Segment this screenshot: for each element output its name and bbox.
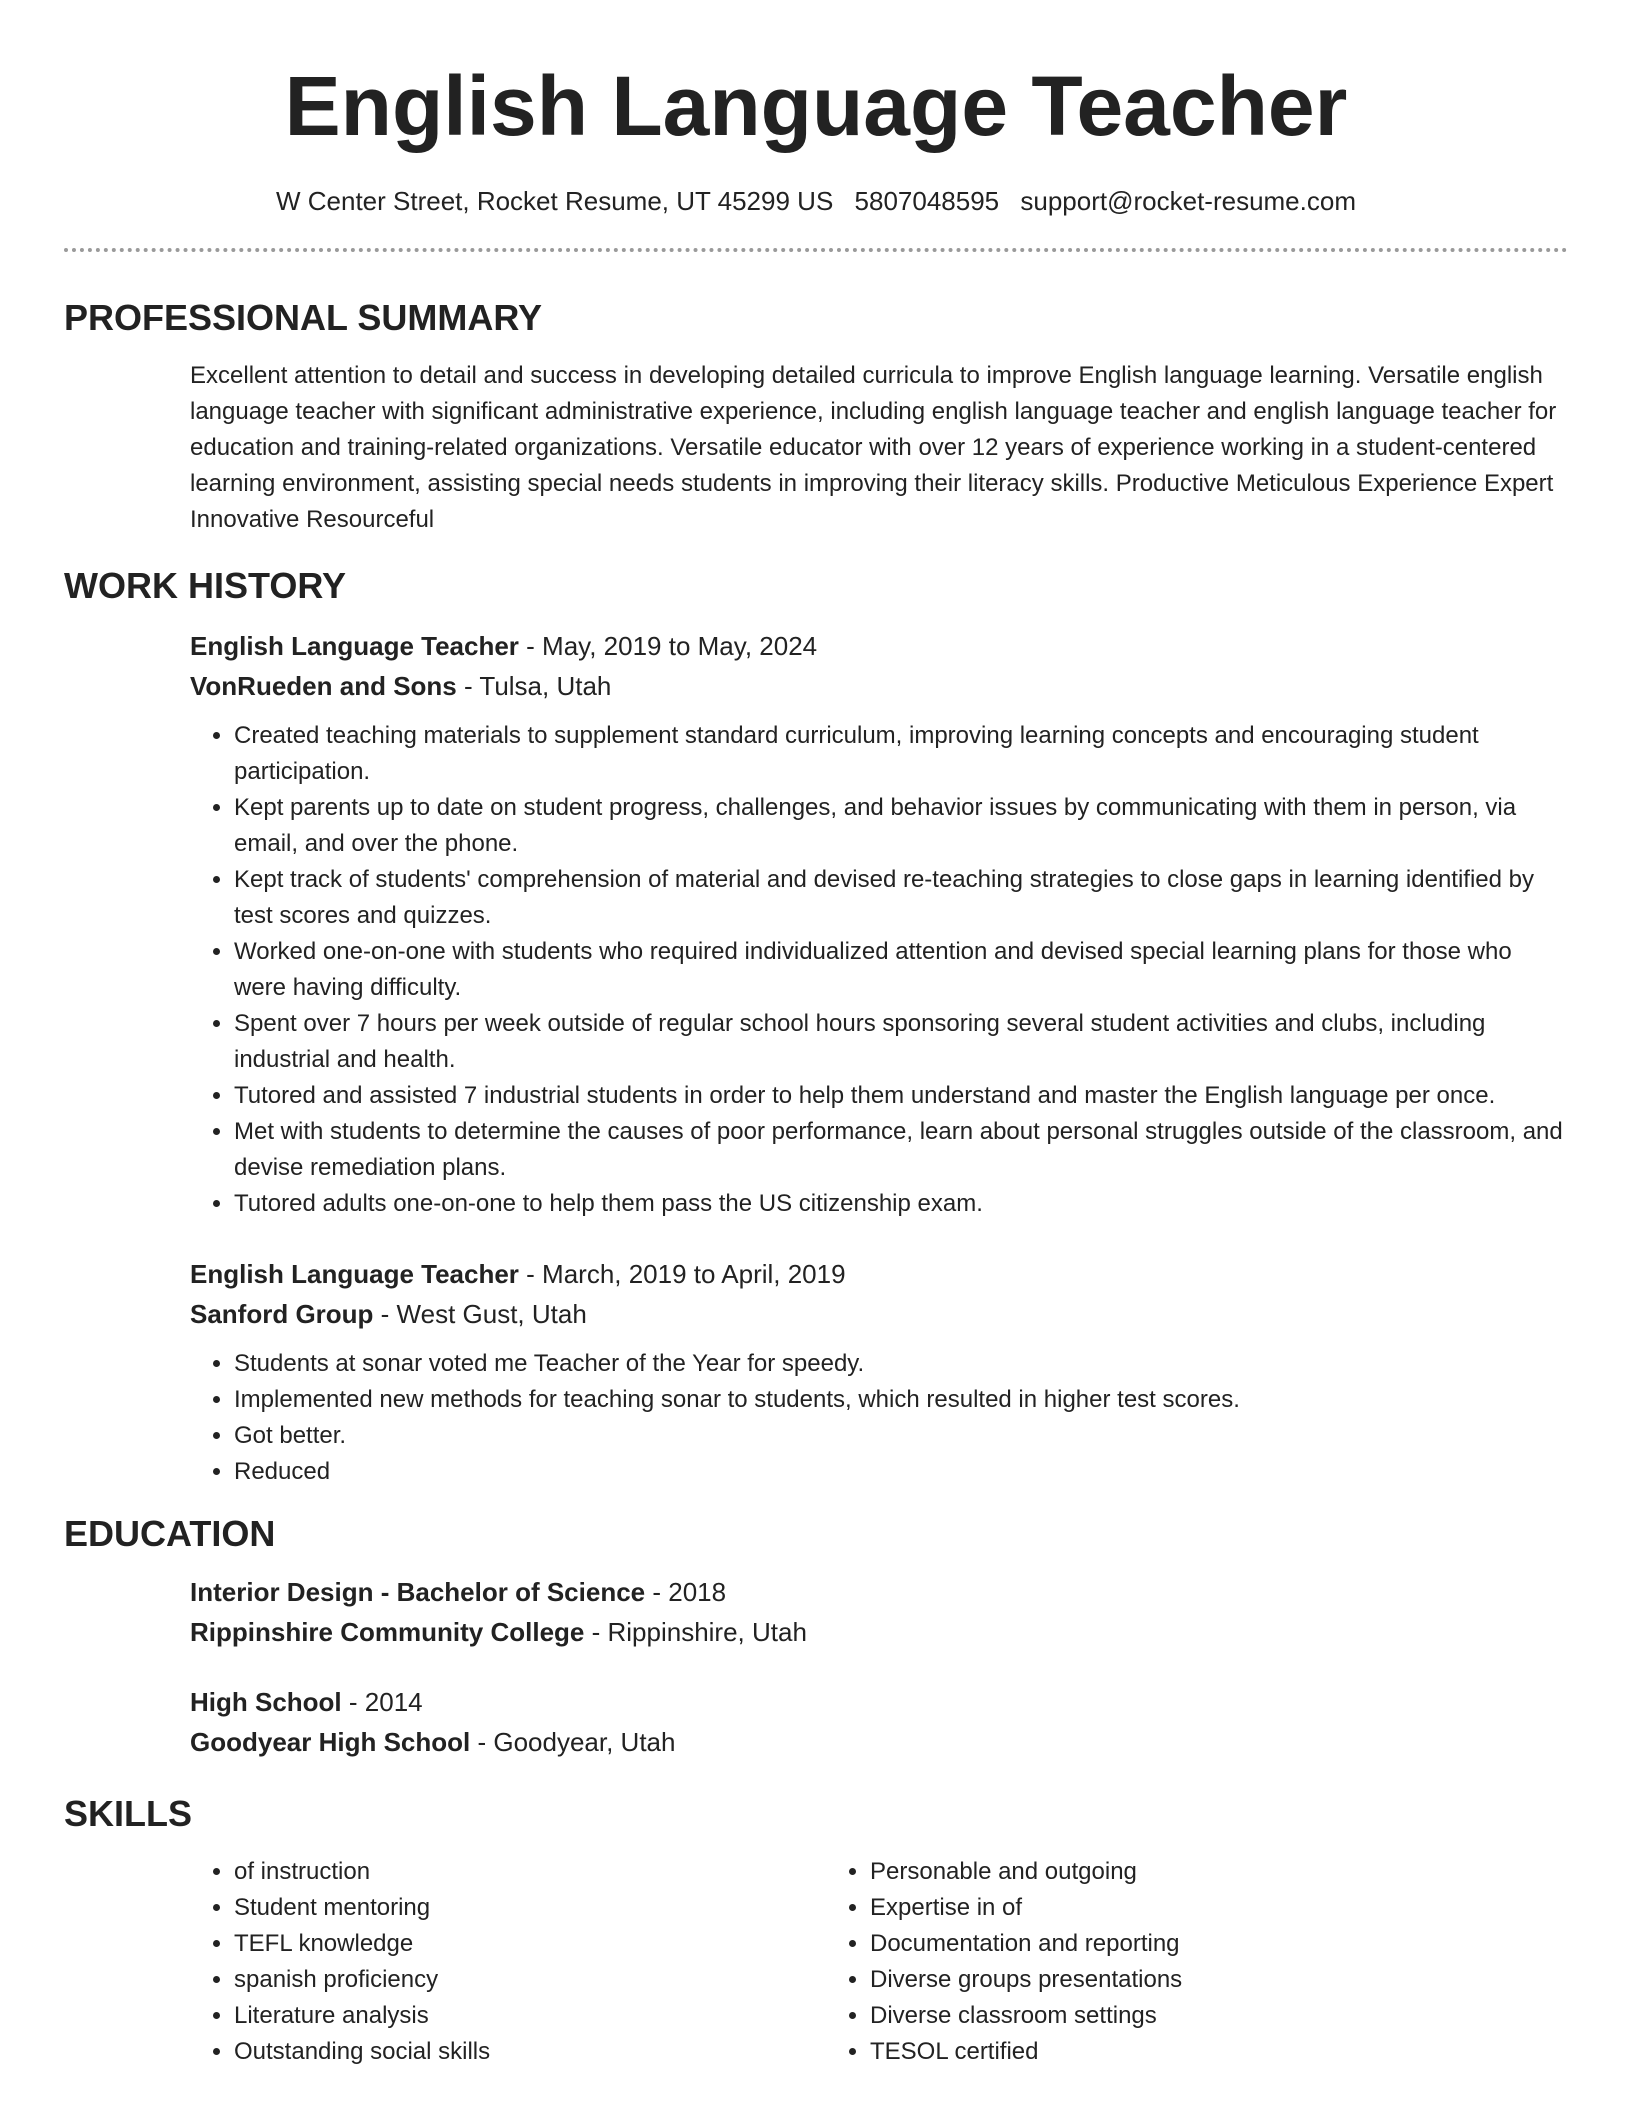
job-bullet: • Worked one-on-one with students who required individualized attention and devised special learning plans for those who were having difficulty. — [234, 934, 1568, 1006]
job-bullet: • Students at sonar voted me Teacher of the Year for speedy. — [234, 1346, 1568, 1382]
header-divider — [64, 248, 1568, 252]
school-location: - Goodyear, Utah — [470, 1727, 676, 1757]
job-location: - Tulsa, Utah — [456, 671, 612, 701]
contact-address: W Center Street, Rocket Resume, UT 45299 US — [275, 186, 834, 216]
job-location: - West Gust, Utah — [373, 1299, 587, 1329]
skill-item: • TESOL certified — [870, 2034, 1466, 2070]
resume-name: English Language Teacher — [284, 59, 1348, 153]
degree-line — [190, 1572, 1568, 1612]
school-location: - Rippinshire, Utah — [584, 1617, 807, 1647]
skill-item: • Personable and outgoing — [870, 1854, 1466, 1890]
skills-columns — [190, 1854, 1568, 2070]
skill-item: • TEFL knowledge — [234, 1926, 826, 1962]
skills-heading: SKILLS — [64, 1793, 193, 1834]
education-heading: EDUCATION — [64, 1513, 276, 1554]
contact-email: support@rocket-resume.com — [1020, 186, 1356, 216]
summary-heading: PROFESSIONAL SUMMARY — [64, 297, 543, 338]
contact-phone: 5807048595 — [854, 186, 1000, 216]
job-title-line — [190, 626, 1568, 666]
education-entry — [190, 1572, 1568, 1652]
school-line — [190, 1722, 1568, 1762]
job-bullet: • Implemented new methods for teaching sonar to students, which resulted in higher test scores. — [234, 1382, 1568, 1418]
education-section — [64, 1512, 1568, 1762]
skill-item: • spanish proficiency — [234, 1962, 826, 1998]
degree: High School — [190, 1687, 342, 1717]
job-bullet: • Tutored and assisted 7 industrial students in order to help them understand and master the English language per once. — [234, 1078, 1568, 1114]
job-entry — [190, 1254, 1568, 1490]
skill-item: • Expertise in of — [870, 1890, 1466, 1926]
job-entry — [190, 626, 1568, 1222]
school: Goodyear High School — [190, 1727, 471, 1757]
skills-list-left — [190, 1854, 826, 2070]
job-role: English Language Teacher — [190, 631, 519, 661]
degree-line — [190, 1682, 1568, 1722]
job-dates: - May, 2019 to May, 2024 — [518, 631, 818, 661]
skill-item: • Literature analysis — [234, 1998, 826, 2034]
education-entry — [190, 1682, 1568, 1762]
skill-item: • Diverse groups presentations — [870, 1962, 1466, 1998]
work-history-section — [64, 564, 1568, 1490]
job-bullet: • Reduced — [234, 1454, 1568, 1490]
skill-item: • Student mentoring — [234, 1890, 826, 1926]
work-history-heading: WORK HISTORY — [64, 565, 347, 606]
job-bullet: • Tutored adults one-on-one to help them pass the US citizenship exam. — [234, 1186, 1568, 1222]
skills-section — [64, 1792, 1568, 2070]
school: Rippinshire Community College — [190, 1617, 585, 1647]
job-company-line — [190, 666, 1568, 706]
summary-text: Excellent attention to detail and success in developing detailed curricula to improve English language learning. Versatile english language teacher with significant administrative experience, including english language teacher and english language teacher for education and training-related organizations. Versatile educator with over 12 years of experience working in a student-centered learning environment, assisting special needs students in improving their literacy skills. Productive Meticulous Experience Expert Innovative Resourceful — [190, 362, 1557, 533]
contact-line — [64, 184, 1568, 218]
job-bullet: • Kept parents up to date on student progress, challenges, and behavior issues by communicating with them in person, via email, and over the phone. — [234, 790, 1568, 862]
degree: Interior Design - Bachelor of Science — [190, 1577, 646, 1607]
graduation-year: - 2014 — [341, 1687, 423, 1717]
job-company: Sanford Group — [190, 1299, 374, 1329]
job-company-line — [190, 1294, 1568, 1334]
job-bullets — [190, 1346, 1568, 1490]
skill-item: • of instruction — [234, 1854, 826, 1890]
skills-list-right — [826, 1854, 1466, 2070]
job-bullet: • Got better. — [234, 1418, 1568, 1454]
job-bullet: • Created teaching materials to supplement standard curriculum, improving learning concepts and encouraging student participation. — [234, 718, 1568, 790]
job-bullet: • Kept track of students' comprehension of material and devised re-teaching strategies to close gaps in learning identified by test scores and quizzes. — [234, 862, 1568, 934]
job-company: VonRueden and Sons — [190, 671, 457, 701]
skill-item: • Diverse classroom settings — [870, 1998, 1466, 2034]
job-bullet: • Spent over 7 hours per week outside of regular school hours sponsoring several student activities and clubs, including industrial and health. — [234, 1006, 1568, 1078]
school-line — [190, 1612, 1568, 1652]
graduation-year: - 2018 — [645, 1577, 727, 1607]
job-bullet: • Met with students to determine the causes of poor performance, learn about personal struggles outside of the classroom, and devise remediation plans. — [234, 1114, 1568, 1186]
job-title-line — [190, 1254, 1568, 1294]
skill-item: • Outstanding social skills — [234, 2034, 826, 2070]
job-bullets — [190, 718, 1568, 1222]
job-dates: - March, 2019 to April, 2019 — [518, 1259, 846, 1289]
job-role: English Language Teacher — [190, 1259, 519, 1289]
summary-section — [64, 296, 1568, 538]
skill-item: • Documentation and reporting — [870, 1926, 1466, 1962]
